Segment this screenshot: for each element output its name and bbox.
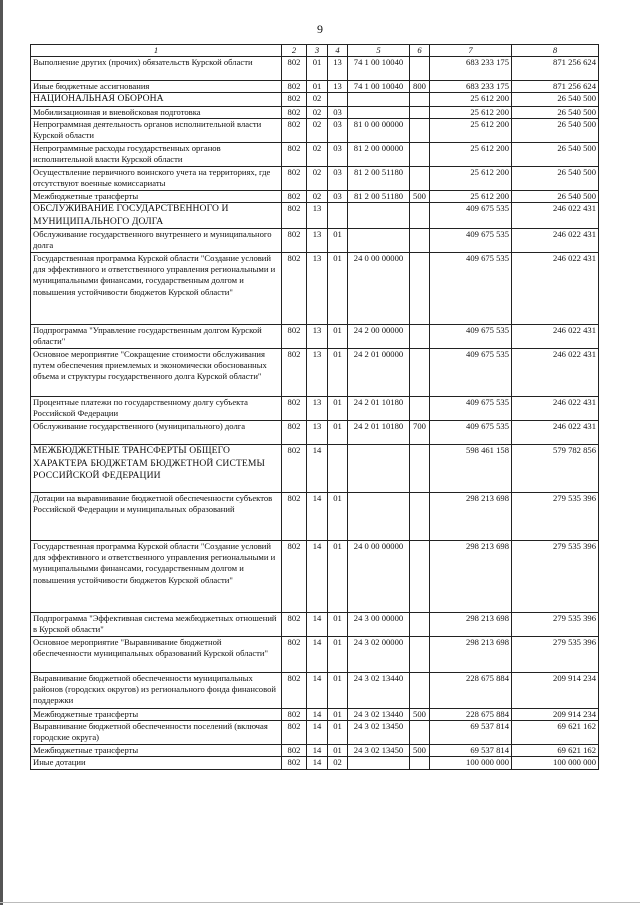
row-amount-year2: 69 621 162 (512, 721, 599, 745)
row-section-code: 14 (307, 757, 328, 769)
row-amount-year1: 69 537 814 (430, 745, 512, 757)
table-row (31, 81, 599, 93)
row-amount-year1: 298 213 698 (430, 613, 512, 637)
row-expense-type (410, 613, 430, 637)
row-grbs-code: 802 (282, 673, 307, 709)
row-section-code: 14 (307, 721, 328, 745)
row-expense-type (410, 325, 430, 349)
scan-edge (0, 0, 3, 905)
row-section-code: 13 (307, 325, 328, 349)
row-amount-year1: 100 000 000 (430, 757, 512, 769)
row-grbs-code: 802 (282, 637, 307, 673)
row-expense-type (410, 721, 430, 745)
row-amount-year2: 871 256 624 (512, 57, 599, 81)
row-subsection-code: 01 (328, 709, 348, 721)
row-section-code: 14 (307, 673, 328, 709)
row-section-code: 14 (307, 637, 328, 673)
scan-bottom-edge (0, 902, 640, 903)
table-row (31, 229, 599, 253)
row-name: Иные дотации (31, 757, 282, 769)
row-section-code: 13 (307, 203, 328, 229)
row-section-code: 13 (307, 229, 328, 253)
row-name: Дотации на выравнивание бюджетной обеспеченности субъектов Российской Федерации и муниципальных образований (31, 493, 282, 541)
row-name: Выравнивание бюджетной обеспеченности поселений (включая городские округа) (31, 721, 282, 745)
row-name: Межбюджетные трансферты (31, 190, 282, 202)
row-grbs-code: 802 (282, 745, 307, 757)
row-amount-year2: 26 540 500 (512, 166, 599, 190)
row-section-code: 14 (307, 745, 328, 757)
row-grbs-code: 802 (282, 142, 307, 166)
row-expense-type (410, 349, 430, 397)
column-number: 1 (31, 45, 282, 57)
row-grbs-code: 802 (282, 166, 307, 190)
row-grbs-code: 802 (282, 721, 307, 745)
row-section-code: 13 (307, 421, 328, 445)
row-target-article: 24 2 01 00000 (348, 349, 410, 397)
row-subsection-code: 03 (328, 142, 348, 166)
row-subsection-code: 03 (328, 118, 348, 142)
row-expense-type (410, 93, 430, 106)
row-subsection-code: 01 (328, 721, 348, 745)
row-subsection-code: 01 (328, 745, 348, 757)
column-number: 7 (430, 45, 512, 57)
table-row (31, 613, 599, 637)
row-name: Процентные платежи по государственному долгу субъекта Российской Федерации (31, 397, 282, 421)
row-grbs-code: 802 (282, 397, 307, 421)
row-amount-year2: 26 540 500 (512, 190, 599, 202)
row-amount-year1: 25 612 200 (430, 106, 512, 118)
row-expense-type (410, 253, 430, 325)
row-amount-year2: 246 022 431 (512, 325, 599, 349)
table-row (31, 166, 599, 190)
page-number: 9 (317, 22, 323, 36)
row-target-article: 24 0 00 00000 (348, 541, 410, 613)
row-grbs-code: 802 (282, 325, 307, 349)
table-row (31, 325, 599, 349)
row-expense-type: 500 (410, 709, 430, 721)
row-target-article: 81 2 00 51180 (348, 190, 410, 202)
row-name: Выполнение других (прочих) обязательств Курской области (31, 57, 282, 81)
table-row (31, 757, 599, 769)
column-number: 4 (328, 45, 348, 57)
row-subsection-code: 03 (328, 166, 348, 190)
row-amount-year1: 409 675 535 (430, 421, 512, 445)
row-target-article: 24 2 01 10180 (348, 397, 410, 421)
row-amount-year2: 279 535 396 (512, 637, 599, 673)
row-subsection-code: 13 (328, 81, 348, 93)
row-amount-year1: 409 675 535 (430, 203, 512, 229)
row-expense-type (410, 229, 430, 253)
row-target-article: 74 1 00 10040 (348, 81, 410, 93)
row-name: Выравнивание бюджетной обеспеченности муниципальных районов (городских округов) из регионального фонда финансовой поддержки (31, 673, 282, 709)
row-expense-type (410, 541, 430, 613)
table-row (31, 745, 599, 757)
row-name: Осуществление первичного воинского учета на территориях, где отсутствуют военные комиссариаты (31, 166, 282, 190)
row-section-code: 14 (307, 709, 328, 721)
row-name: Мобилизационная и вневойсковая подготовка (31, 106, 282, 118)
row-amount-year1: 298 213 698 (430, 637, 512, 673)
row-name: Межбюджетные трансферты (31, 745, 282, 757)
row-expense-type (410, 166, 430, 190)
row-section-code: 02 (307, 142, 328, 166)
row-expense-type (410, 397, 430, 421)
row-grbs-code: 802 (282, 118, 307, 142)
row-name: Иные бюджетные ассигнования (31, 81, 282, 93)
row-target-article: 24 3 02 00000 (348, 637, 410, 673)
row-target-article: 81 2 00 51180 (348, 166, 410, 190)
table-row (31, 709, 599, 721)
row-expense-type (410, 493, 430, 541)
row-name: Непрограммная деятельность органов исполнительной власти Курской области (31, 118, 282, 142)
row-amount-year2: 209 914 234 (512, 673, 599, 709)
row-expense-type (410, 673, 430, 709)
row-subsection-code: 01 (328, 541, 348, 613)
table-row (31, 106, 599, 118)
row-grbs-code: 802 (282, 57, 307, 81)
row-section-code: 01 (307, 81, 328, 93)
row-amount-year1: 25 612 200 (430, 166, 512, 190)
row-subsection-code: 01 (328, 349, 348, 397)
row-expense-type (410, 445, 430, 493)
row-target-article: 81 0 00 00000 (348, 118, 410, 142)
column-number: 3 (307, 45, 328, 57)
row-grbs-code: 802 (282, 81, 307, 93)
row-amount-year2: 246 022 431 (512, 421, 599, 445)
table-row (31, 493, 599, 541)
row-section-code: 13 (307, 253, 328, 325)
row-target-article: 81 2 00 00000 (348, 142, 410, 166)
row-amount-year2: 871 256 624 (512, 81, 599, 93)
row-name: Основное мероприятие "Выравнивание бюджетной обеспеченности муниципальных образований Курской области" (31, 637, 282, 673)
row-amount-year1: 683 233 175 (430, 57, 512, 81)
row-target-article: 24 0 00 00000 (348, 253, 410, 325)
row-grbs-code: 802 (282, 190, 307, 202)
row-name: Подпрограмма "Эффективная система межбюджетных отношений в Курской области" (31, 613, 282, 637)
row-grbs-code: 802 (282, 253, 307, 325)
row-target-article: 24 3 02 13450 (348, 721, 410, 745)
table-row (31, 142, 599, 166)
column-number: 2 (282, 45, 307, 57)
table-row (31, 203, 599, 229)
table-row (31, 637, 599, 673)
row-name: ОБСЛУЖИВАНИЕ ГОСУДАРСТВЕННОГО И МУНИЦИПАЛЬНОГО ДОЛГА (31, 203, 282, 229)
row-target-article (348, 229, 410, 253)
row-target-article: 24 3 02 13450 (348, 745, 410, 757)
column-number: 6 (410, 45, 430, 57)
row-expense-type: 500 (410, 745, 430, 757)
row-amount-year2: 246 022 431 (512, 229, 599, 253)
row-grbs-code: 802 (282, 709, 307, 721)
table-row (31, 445, 599, 493)
row-section-code: 02 (307, 166, 328, 190)
row-subsection-code (328, 203, 348, 229)
row-target-article: 24 3 02 13440 (348, 709, 410, 721)
row-subsection-code: 13 (328, 57, 348, 81)
row-amount-year1: 228 675 884 (430, 673, 512, 709)
row-name: Государственная программа Курской области "Создание условий для эффективного и ответственного управления региональными и муниципальными финансами, государственным долгом и повышения устойчивости бюджетов Курской области" (31, 253, 282, 325)
table-row (31, 93, 599, 106)
row-target-article (348, 493, 410, 541)
row-amount-year2: 26 540 500 (512, 142, 599, 166)
table-row (31, 421, 599, 445)
row-amount-year1: 409 675 535 (430, 325, 512, 349)
row-grbs-code: 802 (282, 229, 307, 253)
row-amount-year2: 279 535 396 (512, 541, 599, 613)
row-grbs-code: 802 (282, 203, 307, 229)
row-amount-year1: 598 461 158 (430, 445, 512, 493)
row-amount-year1: 25 612 200 (430, 142, 512, 166)
row-name: Обслуживание государственного (муниципального) долга (31, 421, 282, 445)
table-row (31, 541, 599, 613)
row-amount-year1: 683 233 175 (430, 81, 512, 93)
row-expense-type (410, 757, 430, 769)
row-section-code: 14 (307, 541, 328, 613)
row-name: НАЦИОНАЛЬНАЯ ОБОРОНА (31, 93, 282, 106)
table-row (31, 397, 599, 421)
row-name: Обслуживание государственного внутреннего и муниципального долга (31, 229, 282, 253)
row-section-code: 02 (307, 106, 328, 118)
row-amount-year2: 100 000 000 (512, 757, 599, 769)
row-amount-year1: 409 675 535 (430, 229, 512, 253)
row-subsection-code: 03 (328, 106, 348, 118)
row-expense-type (410, 118, 430, 142)
row-subsection-code: 01 (328, 397, 348, 421)
column-number-row (31, 45, 599, 57)
column-number: 8 (512, 45, 599, 57)
row-subsection-code: 01 (328, 421, 348, 445)
row-grbs-code: 802 (282, 493, 307, 541)
row-subsection-code (328, 445, 348, 493)
row-section-code: 14 (307, 613, 328, 637)
row-expense-type (410, 57, 430, 81)
row-expense-type: 500 (410, 190, 430, 202)
row-target-article: 74 1 00 10040 (348, 57, 410, 81)
row-name: МЕЖБЮДЖЕТНЫЕ ТРАНСФЕРТЫ ОБЩЕГО ХАРАКТЕРА БЮДЖЕТАМ БЮДЖЕТНОЙ СИСТЕМЫ РОССИЙСКОЙ ФЕДЕРАЦИИ (31, 445, 282, 493)
row-target-article (348, 445, 410, 493)
row-grbs-code: 802 (282, 421, 307, 445)
row-amount-year2: 279 535 396 (512, 493, 599, 541)
row-amount-year2: 279 535 396 (512, 613, 599, 637)
row-expense-type (410, 142, 430, 166)
row-target-article: 24 3 00 00000 (348, 613, 410, 637)
row-target-article (348, 106, 410, 118)
row-grbs-code: 802 (282, 613, 307, 637)
row-name: Непрограммные расходы государственных органов исполнительной власти Курской области (31, 142, 282, 166)
row-target-article (348, 93, 410, 106)
row-grbs-code: 802 (282, 757, 307, 769)
row-section-code: 02 (307, 118, 328, 142)
row-section-code: 02 (307, 93, 328, 106)
row-amount-year1: 409 675 535 (430, 397, 512, 421)
table-row (31, 190, 599, 202)
row-target-article (348, 757, 410, 769)
row-section-code: 02 (307, 190, 328, 202)
row-amount-year2: 246 022 431 (512, 397, 599, 421)
row-amount-year2: 246 022 431 (512, 203, 599, 229)
row-amount-year1: 409 675 535 (430, 253, 512, 325)
row-amount-year1: 409 675 535 (430, 349, 512, 397)
row-amount-year2: 69 621 162 (512, 745, 599, 757)
row-amount-year1: 228 675 884 (430, 709, 512, 721)
row-section-code: 14 (307, 445, 328, 493)
row-subsection-code: 01 (328, 229, 348, 253)
row-grbs-code: 802 (282, 106, 307, 118)
table-row (31, 253, 599, 325)
row-target-article (348, 203, 410, 229)
row-subsection-code: 01 (328, 325, 348, 349)
row-amount-year2: 579 782 856 (512, 445, 599, 493)
row-subsection-code: 01 (328, 493, 348, 541)
row-name: Межбюджетные трансферты (31, 709, 282, 721)
row-target-article: 24 2 00 00000 (348, 325, 410, 349)
table-row (31, 118, 599, 142)
row-expense-type (410, 637, 430, 673)
row-subsection-code: 01 (328, 253, 348, 325)
row-subsection-code: 03 (328, 190, 348, 202)
row-subsection-code: 01 (328, 613, 348, 637)
row-amount-year2: 26 540 500 (512, 93, 599, 106)
row-expense-type: 800 (410, 81, 430, 93)
row-grbs-code: 802 (282, 445, 307, 493)
row-name: Государственная программа Курской области "Создание условий для эффективного и ответственного управления региональными и муниципальными финансами, государственным долгом и повышения устойчивости бюджетов Курской области" (31, 541, 282, 613)
row-section-code: 14 (307, 493, 328, 541)
row-subsection-code (328, 93, 348, 106)
row-amount-year2: 246 022 431 (512, 349, 599, 397)
row-amount-year1: 69 537 814 (430, 721, 512, 745)
row-amount-year1: 25 612 200 (430, 118, 512, 142)
row-grbs-code: 802 (282, 349, 307, 397)
table-row (31, 349, 599, 397)
row-amount-year1: 298 213 698 (430, 493, 512, 541)
row-amount-year2: 246 022 431 (512, 253, 599, 325)
row-amount-year2: 26 540 500 (512, 118, 599, 142)
row-amount-year1: 25 612 200 (430, 93, 512, 106)
table-row (31, 721, 599, 745)
row-grbs-code: 802 (282, 93, 307, 106)
row-name: Подпрограмма "Управление государственным долгом Курской области" (31, 325, 282, 349)
row-amount-year1: 298 213 698 (430, 541, 512, 613)
row-expense-type: 700 (410, 421, 430, 445)
row-subsection-code: 01 (328, 673, 348, 709)
row-name: Основное мероприятие "Сокращение стоимости обслуживания путем обеспечения приемлемых и экономически обоснованных объема и структуры государственного долга Курской области" (31, 349, 282, 397)
row-amount-year2: 26 540 500 (512, 106, 599, 118)
row-target-article: 24 2 01 10180 (348, 421, 410, 445)
column-number: 5 (348, 45, 410, 57)
row-expense-type (410, 106, 430, 118)
row-section-code: 13 (307, 349, 328, 397)
row-section-code: 13 (307, 397, 328, 421)
row-subsection-code: 02 (328, 757, 348, 769)
row-grbs-code: 802 (282, 541, 307, 613)
row-subsection-code: 01 (328, 637, 348, 673)
row-section-code: 01 (307, 57, 328, 81)
row-expense-type (410, 203, 430, 229)
row-amount-year1: 25 612 200 (430, 190, 512, 202)
row-amount-year2: 209 914 234 (512, 709, 599, 721)
row-target-article: 24 3 02 13440 (348, 673, 410, 709)
table-row (31, 673, 599, 709)
table-row (31, 57, 599, 81)
budget-table (30, 44, 599, 770)
